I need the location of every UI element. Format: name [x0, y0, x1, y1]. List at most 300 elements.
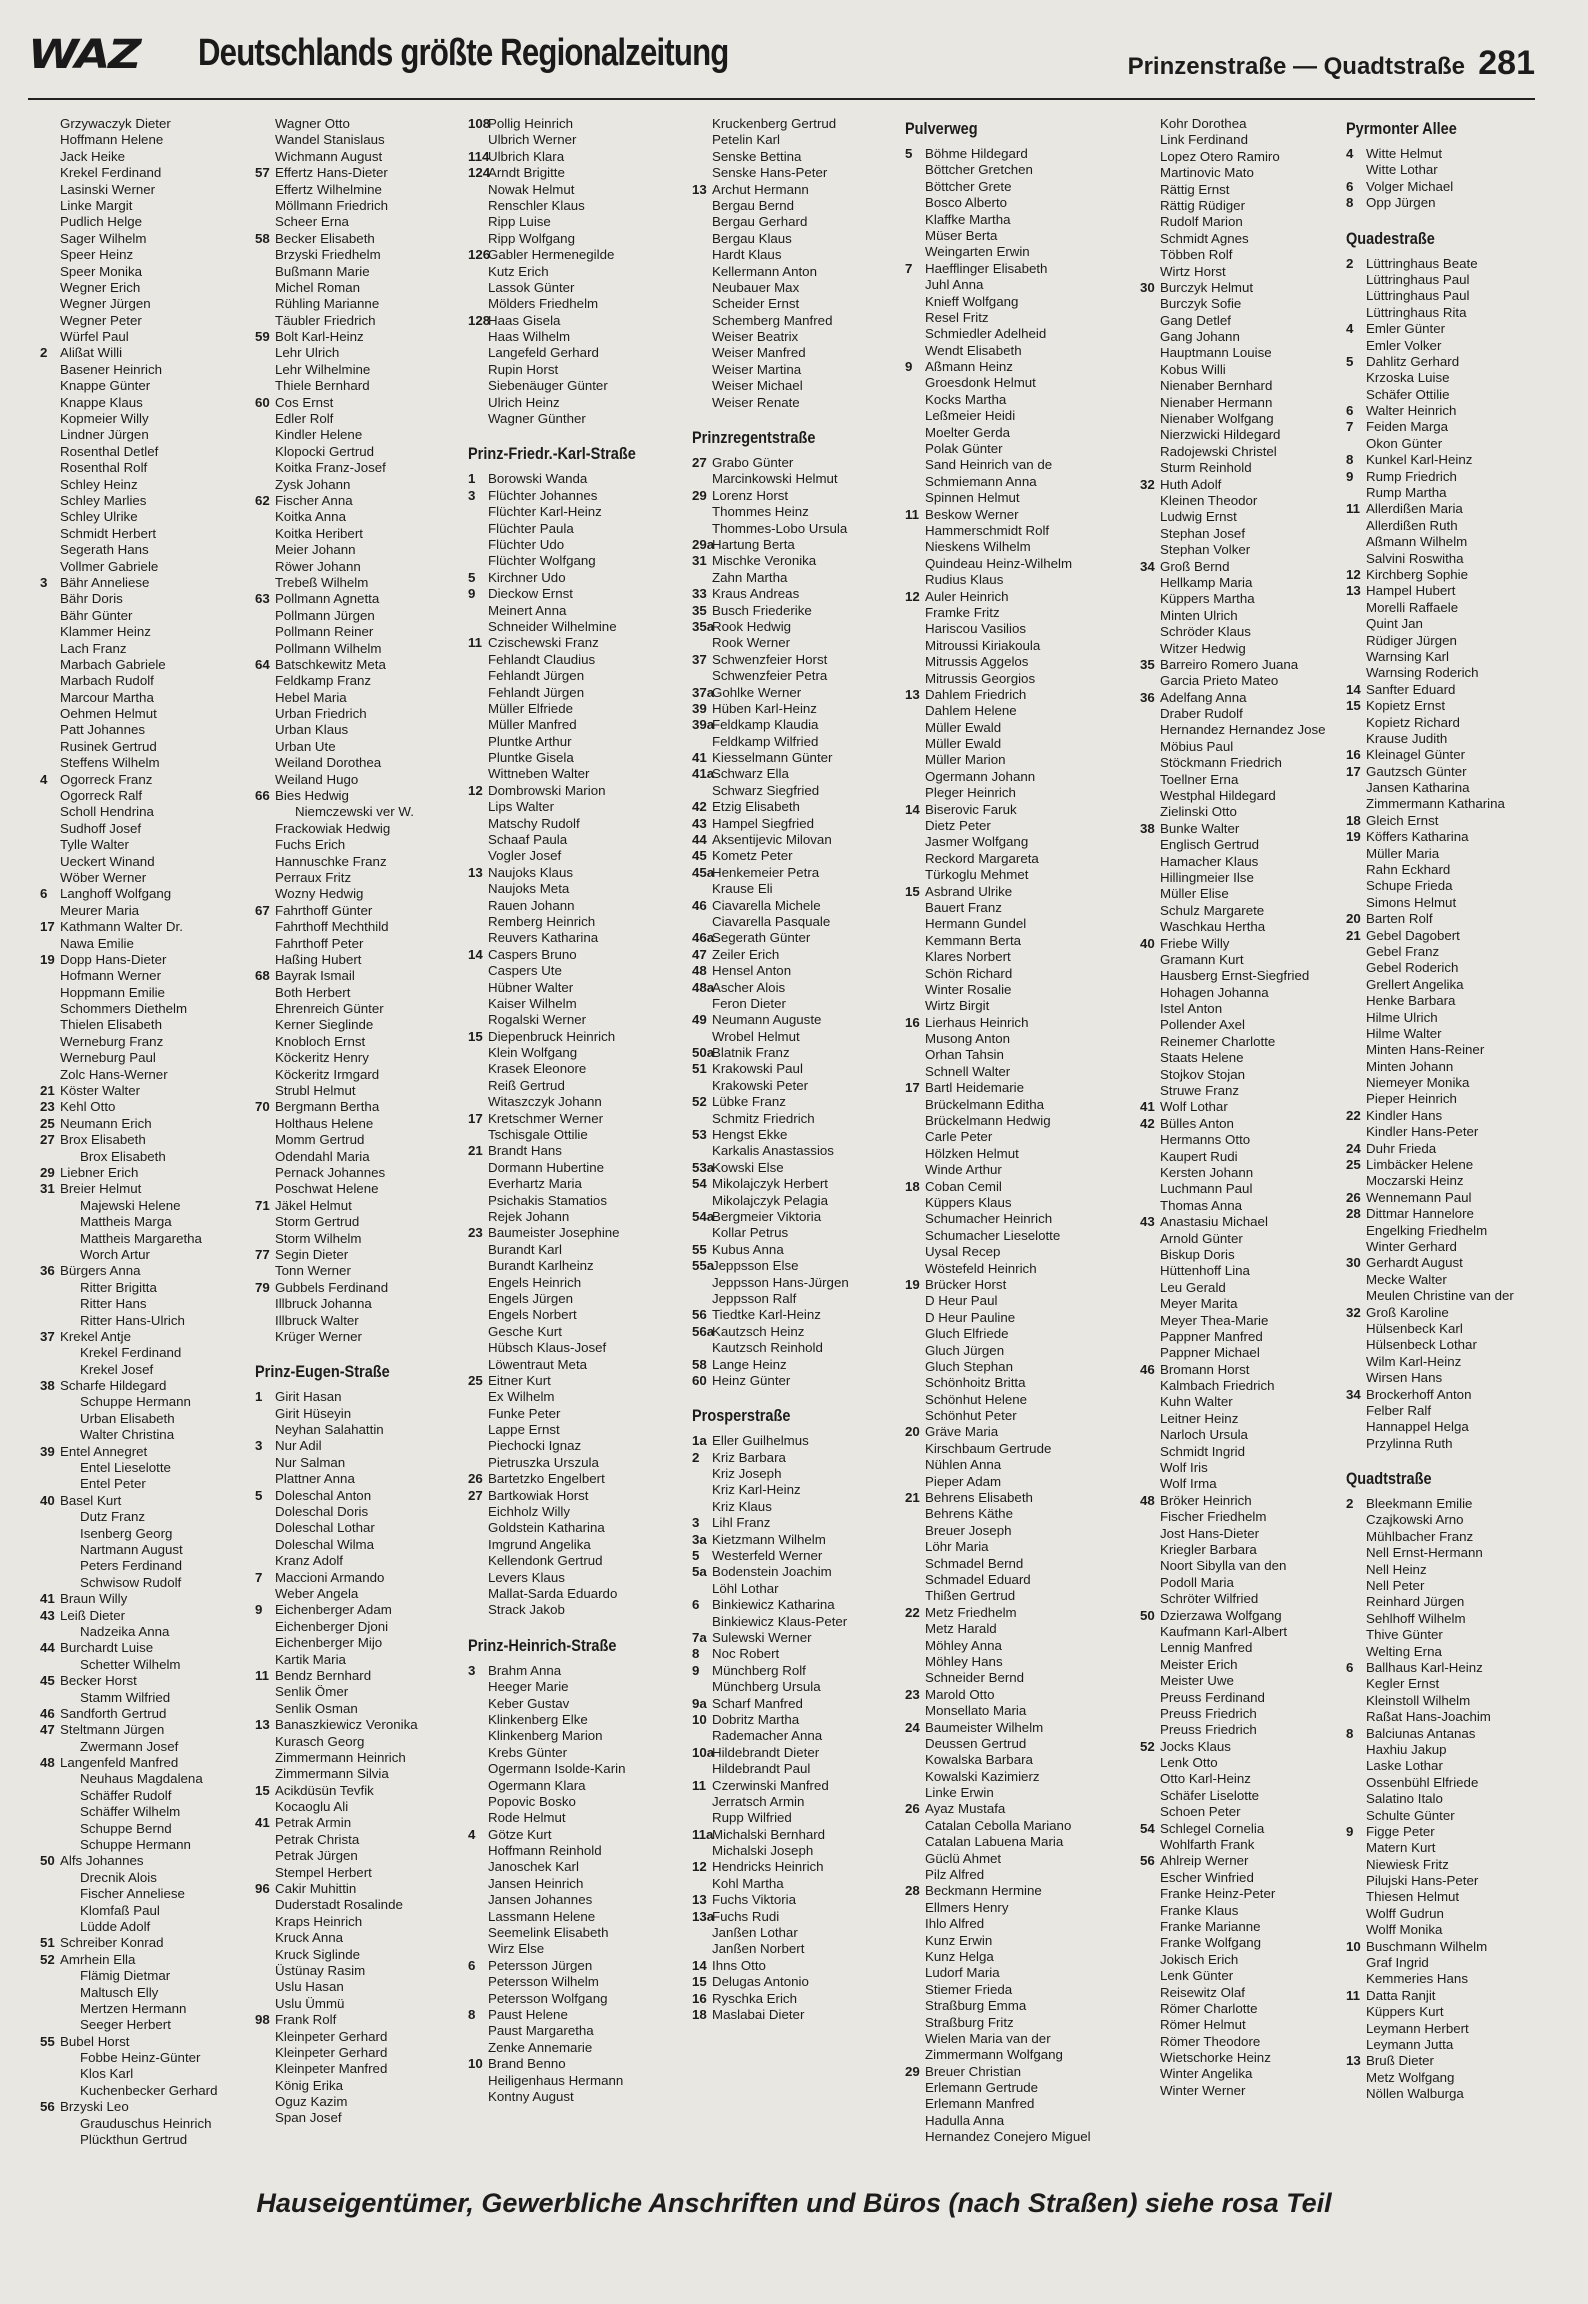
resident-name: Mattheis Margaretha [80, 1230, 202, 1246]
directory-entry [468, 1455, 678, 1471]
directory-entry [1346, 895, 1556, 911]
directory-entry [692, 980, 902, 996]
directory-entry [468, 1958, 678, 1974]
directory-entry [905, 851, 1115, 867]
resident-name: Metz Friedhelm [925, 1604, 1017, 1620]
resident-name: Quint Jan [1366, 616, 1423, 632]
directory-entry [255, 1897, 465, 1913]
resident-name: Lüdde Adolf [80, 1918, 151, 1934]
resident-name: Levers Klaus [488, 1569, 565, 1585]
directory-entry [1140, 296, 1350, 312]
house-number: 7 [255, 1569, 263, 1585]
resident-name: Kriz Joseph [712, 1466, 782, 1482]
resident-name: Bies Hedwig [275, 788, 349, 804]
resident-name: Beckmann Hermine [925, 1883, 1042, 1899]
directory-entry [40, 1132, 250, 1148]
resident-name: Werneburg Franz [60, 1033, 164, 1049]
directory-entry [468, 1991, 678, 2007]
directory-entry [692, 881, 902, 897]
resident-name: Hübner Walter [488, 979, 574, 995]
resident-name: Kleinpeter Manfred [275, 2061, 388, 2077]
house-number: 11 [1346, 1987, 1361, 2003]
directory-entry [255, 936, 465, 952]
directory-entry [1140, 1345, 1350, 1361]
resident-name: Tschisgale Ottilie [488, 1127, 588, 1143]
house-number: 46 [1140, 1361, 1155, 1377]
directory-entry [905, 1392, 1115, 1408]
resident-name: Kometz Peter [712, 848, 793, 864]
resident-name: Imgrund Angelika [488, 1536, 591, 1552]
directory-entry [40, 1608, 250, 1624]
directory-entry [905, 884, 1115, 900]
resident-name: Westphal Hildegard [1160, 788, 1276, 804]
resident-name: Knappe Klaus [60, 394, 143, 410]
house-number: 14 [692, 1957, 707, 1973]
resident-name: Draber Rudolf [1160, 706, 1243, 722]
house-number: 49 [692, 1012, 707, 1028]
house-number: 6 [692, 1597, 700, 1613]
house-number: 56a [692, 1323, 715, 1339]
resident-name: Niemczewski ver W. [295, 804, 414, 820]
resident-name: Koitka Franz-Josef [275, 460, 386, 476]
directory-entry [255, 1914, 465, 1930]
directory-entry [692, 1045, 902, 1061]
house-number: 48a [692, 979, 715, 995]
resident-name: Auler Heinrich [925, 588, 1009, 604]
directory-entry [1140, 1034, 1350, 1050]
resident-name: Kleinpeter Gerhard [275, 2044, 388, 2060]
resident-name: Schemberg Manfred [712, 312, 833, 328]
directory-entry [692, 1127, 902, 1143]
resident-name: Kirchberg Sophie [1366, 566, 1469, 582]
resident-name: Schwenzfeier Horst [712, 651, 828, 667]
house-number: 5 [692, 1548, 700, 1564]
house-number: 5 [905, 146, 913, 161]
resident-name: Kontny August [488, 2088, 574, 2104]
directory-entry [905, 2047, 1115, 2063]
house-number: 23 [40, 1099, 55, 1115]
resident-name: Wandel Stanislaus [275, 132, 385, 148]
resident-name: Rook Hedwig [712, 618, 792, 634]
directory-entry [692, 1176, 902, 1192]
house-number: 10 [1346, 1938, 1361, 1954]
resident-name: Przylinna Ruth [1366, 1435, 1453, 1451]
resident-name: Pluntke Arthur [488, 733, 572, 749]
resident-name: Nienaber Hermann [1160, 394, 1273, 410]
resident-name: Haas Wilhelm [488, 329, 571, 345]
resident-name: Lenk Günter [1160, 1968, 1234, 1984]
directory-entry [255, 1783, 465, 1799]
directory-entry [255, 608, 465, 624]
directory-entry [40, 706, 250, 722]
directory-entry [468, 1892, 678, 1908]
house-number: 7 [1346, 419, 1354, 435]
resident-name: Lach Franz [60, 640, 127, 656]
directory-entry [255, 1034, 465, 1050]
resident-name: Mallat-Sarda Eduardo [488, 1585, 618, 1601]
directory-entry [468, 1570, 678, 1586]
directory-entry [692, 1663, 902, 1679]
resident-name: Kalmbach Friedrich [1160, 1378, 1275, 1394]
resident-name: Hampel Hubert [1366, 583, 1456, 599]
resident-name: Hammerschmidt Rolf [925, 522, 1050, 538]
directory-entry [692, 1012, 902, 1028]
directory-entry [692, 603, 902, 619]
resident-name: Wegner Peter [60, 312, 142, 328]
house-number: 40 [1140, 935, 1155, 951]
directory-entry [40, 657, 250, 673]
directory-entry [692, 362, 902, 378]
directory-entry [905, 1703, 1115, 1719]
resident-name: Rättig Rüdiger [1160, 197, 1245, 213]
resident-name: Schreiber Konrad [60, 1935, 164, 1951]
resident-name: Fuchs Rudi [712, 1908, 780, 1924]
resident-name: Bolt Karl-Heinz [275, 329, 364, 345]
directory-entry [1140, 1149, 1350, 1165]
directory-entry [255, 1865, 465, 1881]
directory-entry [468, 1193, 678, 1209]
directory-entry [1140, 280, 1350, 296]
resident-name: Zahn Martha [712, 569, 788, 585]
page-number: 281 [1478, 44, 1535, 82]
directory-entry [1140, 1821, 1350, 1837]
directory-entry [468, 504, 678, 520]
resident-name: Bruß Dieter [1366, 2053, 1434, 2069]
resident-name: Erlemann Manfred [925, 2096, 1035, 2112]
resident-name: Lehr Wilhelmine [275, 361, 371, 377]
resident-name: Thielen Elisabeth [60, 1017, 163, 1033]
house-number: 29a [692, 536, 715, 552]
house-number: 64 [255, 656, 270, 672]
resident-name: Flüchter Wolfgang [488, 553, 596, 569]
resident-name: Schröter Wilfried [1160, 1591, 1259, 1607]
house-number: 14 [1346, 681, 1361, 697]
directory-entry [1140, 1952, 1350, 1968]
directory-entry [692, 1859, 902, 1875]
directory-entry [468, 1340, 678, 1356]
resident-name: Deussen Gertrud [925, 1735, 1027, 1751]
resident-name: Ciavarella Michele [712, 897, 821, 913]
directory-entry [692, 1466, 902, 1482]
resident-name: Gautzsch Günter [1366, 763, 1467, 779]
directory-entry [1140, 165, 1350, 181]
house-number: 22 [1346, 1107, 1361, 1123]
directory-entry [905, 277, 1115, 293]
resident-name: Lüttringhaus Paul [1366, 271, 1470, 287]
directory-entry [905, 1097, 1115, 1113]
directory-entry [40, 1788, 250, 1804]
resident-name: Bürgers Anna [60, 1263, 141, 1279]
directory-entry [1140, 1591, 1350, 1607]
resident-name: Jeppsson Ralf [712, 1290, 797, 1306]
directory-entry [1346, 1173, 1556, 1189]
resident-name: Krekel Josef [80, 1361, 154, 1377]
directory-entry [905, 671, 1115, 687]
resident-name: Engels Jürgen [488, 1290, 574, 1306]
directory-entry [1140, 2001, 1350, 2017]
directory-entry [905, 1851, 1115, 1867]
resident-name: Preuss Friedrich [1160, 1705, 1257, 1721]
resident-name: Breier Helmut [60, 1181, 142, 1197]
resident-name: Fuchs Viktoria [712, 1892, 797, 1908]
resident-name: Hilme Ulrich [1366, 1009, 1438, 1025]
resident-name: Wagner Otto [275, 116, 350, 131]
directory-column-5 [905, 116, 1115, 2146]
directory-entry [1346, 551, 1556, 567]
resident-name: Nöllen Walburga [1366, 2086, 1464, 2102]
directory-entry [468, 553, 678, 569]
directory-entry [692, 1111, 902, 1127]
resident-name: Baumeister Josephine [488, 1225, 620, 1241]
resident-name: Illbruck Walter [275, 1312, 359, 1328]
directory-entry [692, 914, 902, 930]
house-number: 29 [905, 2063, 920, 2079]
directory-entry [692, 116, 902, 132]
directory-entry [255, 2061, 465, 2077]
house-number: 4 [468, 1826, 476, 1842]
house-number: 79 [255, 1279, 270, 1295]
resident-name: Kleinagel Günter [1366, 747, 1466, 763]
resident-name: Pernack Johannes [275, 1165, 386, 1180]
resident-name: Caspers Bruno [488, 946, 577, 962]
resident-name: Ossenbühl Elfriede [1366, 1774, 1479, 1790]
resident-name: Wietschorke Heinz [1160, 2050, 1271, 2066]
resident-name: Funke Peter [488, 1405, 561, 1421]
resident-name: Coban Cemil [925, 1178, 1002, 1194]
directory-entry [1140, 1476, 1350, 1492]
directory-entry [905, 261, 1115, 277]
directory-entry [468, 701, 678, 717]
directory-entry [40, 1149, 250, 1165]
directory-entry [255, 378, 465, 394]
resident-name: Zysk Johann [275, 476, 351, 492]
resident-name: Böttcher Grete [925, 178, 1012, 194]
directory-entry [692, 668, 902, 684]
directory-entry [255, 1165, 465, 1181]
resident-name: Gerhardt August [1366, 1255, 1463, 1271]
directory-entry [905, 162, 1115, 178]
directory-entry [40, 493, 250, 509]
resident-name: Thiesen Helmut [1366, 1889, 1460, 1905]
resident-name: Löhl Lothar [712, 1580, 779, 1596]
resident-name: Staats Helene [1160, 1050, 1244, 1066]
resident-name: Kaupert Rudi [1160, 1148, 1238, 1164]
house-number: 52 [692, 1094, 707, 1110]
house-number: 114 [468, 148, 490, 164]
resident-name: Uysal Recep [925, 1244, 1001, 1260]
directory-entry [40, 231, 250, 247]
resident-name: Weingarten Erwin [925, 244, 1030, 260]
resident-name: Minten Hans-Reiner [1366, 1042, 1485, 1058]
resident-name: Schwisow Rudolf [80, 1574, 182, 1590]
directory-entry [255, 722, 465, 738]
resident-name: Möbius Paul [1160, 738, 1234, 754]
house-number: 21 [468, 1143, 483, 1159]
resident-name: Krebs Günter [488, 1744, 568, 1760]
directory-entry [1140, 673, 1350, 689]
resident-name: Klos Karl [80, 2066, 134, 2082]
resident-name: Becker Horst [60, 1673, 137, 1689]
house-number: 39 [40, 1443, 55, 1459]
directory-entry [255, 804, 465, 820]
resident-name: Mecke Walter [1366, 1271, 1447, 1287]
directory-entry [692, 553, 902, 569]
directory-entry [255, 1198, 465, 1214]
resident-name: Stöckmann Friedrich [1160, 755, 1282, 771]
directory-entry [255, 313, 465, 329]
house-number: 45 [40, 1673, 55, 1689]
resident-name: Nell Heinz [1366, 1561, 1427, 1577]
directory-entry [905, 1654, 1115, 1670]
directory-entry [40, 427, 250, 443]
directory-entry [255, 1947, 465, 1963]
directory-entry [40, 378, 250, 394]
directory-entry [905, 2080, 1115, 2096]
directory-entry [905, 425, 1115, 441]
house-number: 54a [692, 1209, 715, 1224]
directory-entry [905, 802, 1115, 818]
directory-entry [905, 687, 1115, 703]
directory-entry [1346, 452, 1556, 468]
resident-name: Bähr Doris [60, 591, 123, 607]
directory-entry [255, 1848, 465, 1864]
resident-name: Gebel Franz [1366, 943, 1440, 959]
resident-name: Hohagen Johanna [1160, 984, 1269, 1000]
directory-entry [255, 1149, 465, 1165]
resident-name: Feldkamp Wilfried [712, 733, 819, 749]
directory-entry [692, 947, 902, 963]
resident-name: Storm Gertrud [275, 1214, 360, 1230]
directory-entry [1140, 1640, 1350, 1656]
directory-entry [1346, 1594, 1556, 1610]
resident-name: Hamacher Klaus [1160, 853, 1259, 869]
directory-entry [255, 1799, 465, 1815]
house-number: 29 [692, 487, 707, 503]
house-number: 17 [1346, 763, 1361, 779]
directory-entry [692, 1515, 902, 1531]
resident-name: Gluch Jürgen [925, 1342, 1005, 1358]
directory-entry [40, 1886, 250, 1902]
directory-entry [40, 2017, 250, 2033]
resident-name: Schwarz Siegfried [712, 782, 820, 798]
resident-name: Römer Theodore [1160, 2033, 1261, 2049]
resident-name: Minten Ulrich [1160, 607, 1238, 623]
house-number: 20 [1346, 911, 1361, 927]
directory-entry [40, 968, 250, 984]
resident-name: Dopp Hans-Dieter [60, 951, 167, 967]
resident-name: Haas Gisela [488, 312, 561, 328]
directory-entry [255, 1181, 465, 1197]
directory-entry [1346, 1726, 1556, 1742]
directory-entry [468, 603, 678, 619]
directory-entry [692, 345, 902, 361]
house-number: 10a [692, 1744, 715, 1760]
directory-entry [1140, 1624, 1350, 1640]
resident-name: Edler Rolf [275, 411, 334, 427]
resident-name: Weiser Renate [712, 394, 800, 410]
directory-entry [468, 1061, 678, 1077]
directory-entry [255, 1406, 465, 1422]
directory-entry [692, 1597, 902, 1613]
resident-name: Möllmann Friedrich [275, 197, 389, 213]
house-number: 41 [692, 750, 707, 766]
resident-name: Petrak Armin [275, 1815, 352, 1831]
directory-entry [255, 624, 465, 640]
house-number: 8 [1346, 452, 1354, 468]
directory-entry [40, 821, 250, 837]
resident-name: Urban Elisabeth [80, 1410, 175, 1426]
directory-entry [1346, 1611, 1556, 1627]
directory-entry [40, 2034, 250, 2050]
directory-entry [905, 392, 1115, 408]
directory-entry [40, 2099, 250, 2115]
directory-entry [692, 685, 902, 701]
directory-entry [1140, 1673, 1350, 1689]
directory-entry [692, 586, 902, 602]
house-number: 67 [255, 902, 270, 918]
resident-name: Salvini Roswitha [1366, 550, 1464, 566]
directory-entry [692, 848, 902, 864]
directory-entry [692, 1209, 902, 1225]
house-number: 30 [1346, 1255, 1361, 1271]
resident-name: Fuchs Erich [275, 837, 346, 853]
house-number: 41 [255, 1815, 270, 1831]
directory-entry [1140, 591, 1350, 607]
resident-name: Doleschal Lothar [275, 1520, 375, 1536]
directory-entry [1140, 985, 1350, 1001]
resident-name: Juhl Anna [925, 277, 984, 293]
directory-entry [905, 572, 1115, 588]
directory-entry [1346, 1676, 1556, 1692]
resident-name: Thiele Bernhard [275, 378, 370, 394]
directory-entry [1140, 886, 1350, 902]
resident-name: Schäfer Liselotte [1160, 1787, 1260, 1803]
resident-name: Salatino Italo [1366, 1791, 1443, 1807]
directory-entry [255, 247, 465, 263]
directory-entry [1346, 862, 1556, 878]
resident-name: Knieff Wolfgang [925, 293, 1019, 309]
directory-entry [40, 772, 250, 788]
resident-name: Kowalski Kazimierz [925, 1768, 1040, 1784]
directory-entry [1346, 1206, 1556, 1222]
directory-entry [905, 1933, 1115, 1949]
resident-name: Thomas Anna [1160, 1197, 1243, 1213]
directory-entry [1346, 146, 1556, 162]
resident-name: Warnsing Karl [1366, 648, 1450, 664]
directory-entry [905, 1179, 1115, 1195]
resident-name: Wirz Else [488, 1941, 545, 1957]
resident-name: Ritter Brigitta [80, 1279, 157, 1295]
resident-name: Burchardt Luise [60, 1640, 154, 1656]
resident-name: Kellendonk Gertrud [488, 1553, 603, 1569]
directory-entry [1140, 1362, 1350, 1378]
resident-name: Bähr Günter [60, 607, 133, 623]
directory-entry [255, 2078, 465, 2094]
directory-entry [1346, 1644, 1556, 1660]
directory-entry [1346, 1627, 1556, 1643]
resident-name: Schulz Margarete [1160, 902, 1265, 918]
directory-entry [692, 1340, 902, 1356]
directory-entry [468, 1488, 678, 1504]
directory-entry [468, 1794, 678, 1810]
directory-entry [692, 537, 902, 553]
directory-entry [1140, 624, 1350, 640]
resident-name: Kaiser Wilhelm [488, 995, 577, 1011]
directory-entry [255, 1214, 465, 1230]
directory-entry [40, 1509, 250, 1525]
resident-name: Czerwinski Manfred [712, 1777, 829, 1793]
resident-name: Reinhard Jürgen [1366, 1594, 1465, 1610]
